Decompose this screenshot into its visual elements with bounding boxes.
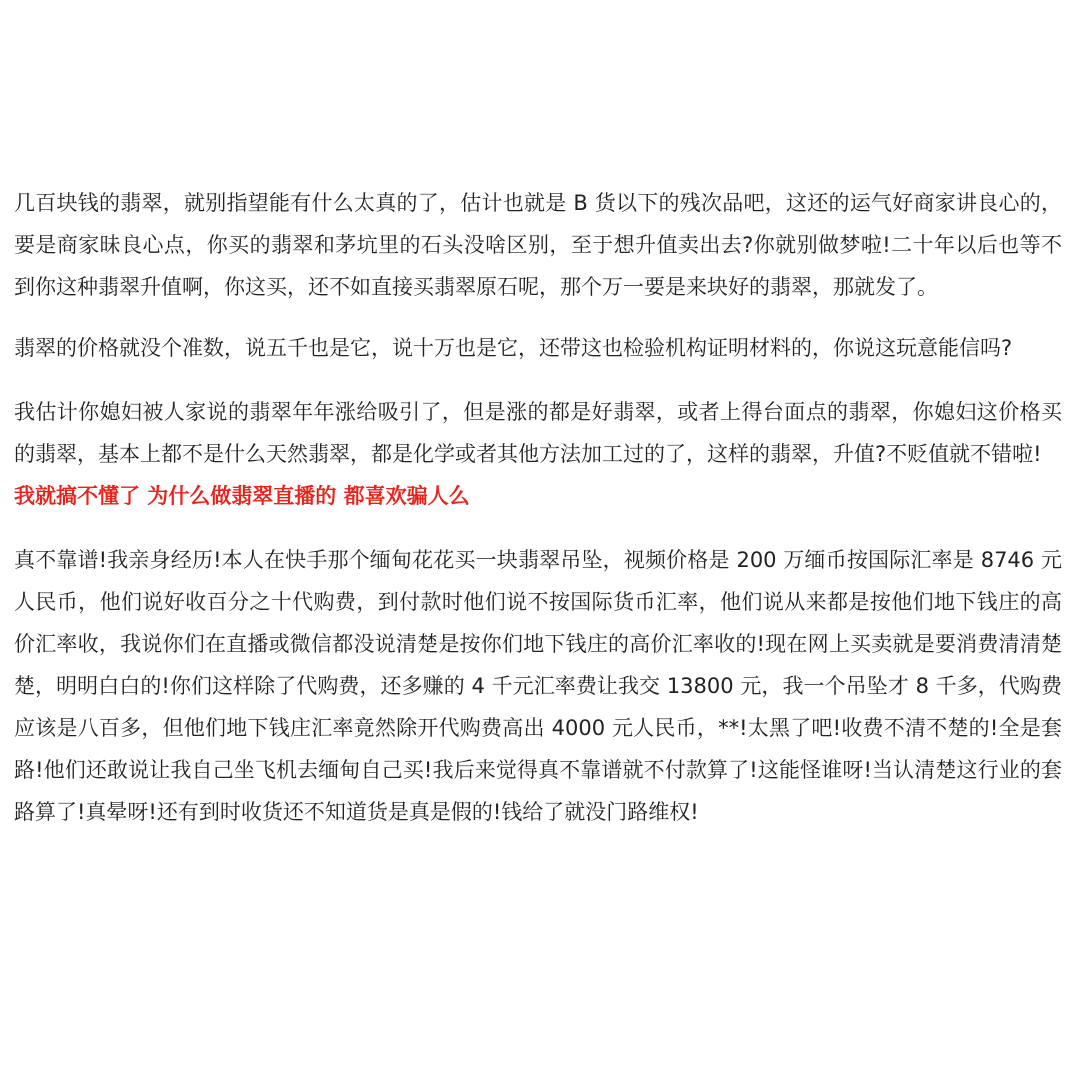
article-body (14, 182, 1062, 833)
paragraph-personal-experience: 真不靠谱!我亲身经历!本人在快手那个缅甸花花买一块翡翠吊坠，视频价格是 200 万缅币按国际汇率是 8746 元人民币，他们说好收百分之十代购费，到付款时他们说不按国际货币汇率，他们说从来都是按他们地下钱庄的高价汇率收，我说你们在直播或微信都没说清楚是按你们地下钱庄的高价汇率收的!现在网上买卖就是要消费清清楚楚，明明白白的!你们这样除了代购费，还多赚的 4 千元汇率费让我交 13800 元，我一个吊坠才 8 千多，代购费应该是八百多，但他们地下钱庄汇率竟然除开代购费高出 4000 元人民币，**!太黑了吧!收费不清不楚的!全是套路!他们还敢说让我自己坐飞机去缅甸自己买!我后来觉得真不靠谱就不付款算了!这能怪谁呀!当认清楚这行业的套路算了!真晕呀!还有到时收货还不知道货是真是假的!钱给了就没门路维权! (14, 548, 1062, 824)
paragraph-wife-purchase: 我估计你媳妇被人家说的翡翠年年涨给吸引了，但是涨的都是好翡翠，或者上得台面点的翡翠，你媳妇这价格买的翡翠，基本上都不是什么天然翡翠，都是化学或者其他方法加工过的了，这样的翡翠，升值?不贬值就不错啦! (14, 400, 1062, 466)
paragraph-price-uncertainty: 翡翠的价格就没个准数，说五千也是它，说十万也是它，还带这也检验机构证明材料的，你说这玩意能信吗? (14, 336, 1013, 360)
section-heading: 我就搞不懂了 为什么做翡翠直播的 都喜欢骗人么 (14, 484, 470, 508)
paragraph-cheap-jade: 几百块钱的翡翠，就别指望能有什么太真的了，估计也就是 B 货以下的残次品吧，这还的运气好商家讲良心的，要是商家昧良心点，你买的翡翠和茅坑里的石头没啥区别，至于想升值卖出去?你就别做梦啦!二十年以后也等不到你这种翡翠升值啊，你这买，还不如直接买翡翠原石呢，那个万一要是来块好的翡翠，那就发了。 (14, 191, 1062, 299)
